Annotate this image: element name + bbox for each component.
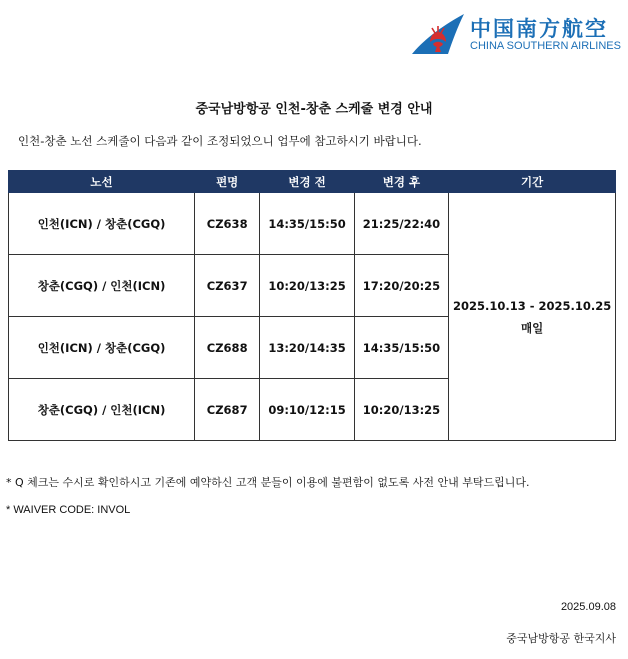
after-time-cell: 10:20/13:25 (354, 379, 448, 441)
route-cell: 인천(ICN) / 창춘(CGQ) (9, 193, 195, 255)
before-time-cell: 10:20/13:25 (260, 255, 354, 317)
flight-cell: CZ687 (195, 379, 260, 441)
intro-text: 인천-창춘 노선 스케줄이 다음과 같이 조정되었으니 업무에 참고하시기 바랍니다. (18, 134, 422, 148)
route-cell: 인천(ICN) / 창춘(CGQ) (9, 317, 195, 379)
route-cell: 창춘(CGQ) / 인천(ICN) (9, 255, 195, 317)
before-time-cell: 13:20/14:35 (260, 317, 354, 379)
header-after: 변경 후 (354, 171, 448, 193)
before-time-cell: 09:10/12:15 (260, 379, 354, 441)
airline-logo (408, 12, 620, 56)
flight-cell: CZ638 (195, 193, 260, 255)
header-route: 노선 (9, 171, 195, 193)
period-cell (449, 193, 616, 441)
after-time-cell: 14:35/15:50 (354, 317, 448, 379)
issue-date: 2025.09.08 (560, 601, 616, 613)
issuer-branch: 중국남방항공 한국지사 (506, 632, 616, 645)
period-frequency: 매일 (520, 320, 544, 335)
flight-cell: CZ688 (195, 317, 260, 379)
q-check-note: * Q 체크는 수시로 확인하시고 기존에 예약하신 고객 분들이 이용에 불편함이 없도록 사전 안내 부탁드립니다. (6, 476, 530, 489)
page-title: 중국남방항공 인천-창춘 스케줄 변경 안내 (195, 102, 433, 117)
before-time-cell: 14:35/15:50 (260, 193, 354, 255)
after-time-cell: 17:20/20:25 (354, 255, 448, 317)
logo-name-chinese: 中国南方航空 (470, 17, 608, 41)
kapok-flower-icon (408, 12, 468, 56)
waiver-code-note: * WAIVER CODE: INVOL (6, 504, 131, 516)
logo-name-english: CHINA SOUTHERN AIRLINES (470, 40, 621, 52)
route-cell: 창춘(CGQ) / 인천(ICN) (9, 379, 195, 441)
schedule-table (8, 170, 616, 441)
header-period: 기간 (449, 171, 616, 193)
header-before: 변경 전 (260, 171, 354, 193)
table-header-row (9, 171, 616, 193)
flight-cell: CZ637 (195, 255, 260, 317)
table-row (9, 193, 616, 255)
header-flight: 편명 (195, 171, 260, 193)
period-range: 2025.10.13 - 2025.10.25 (452, 298, 612, 313)
after-time-cell: 21:25/22:40 (354, 193, 448, 255)
